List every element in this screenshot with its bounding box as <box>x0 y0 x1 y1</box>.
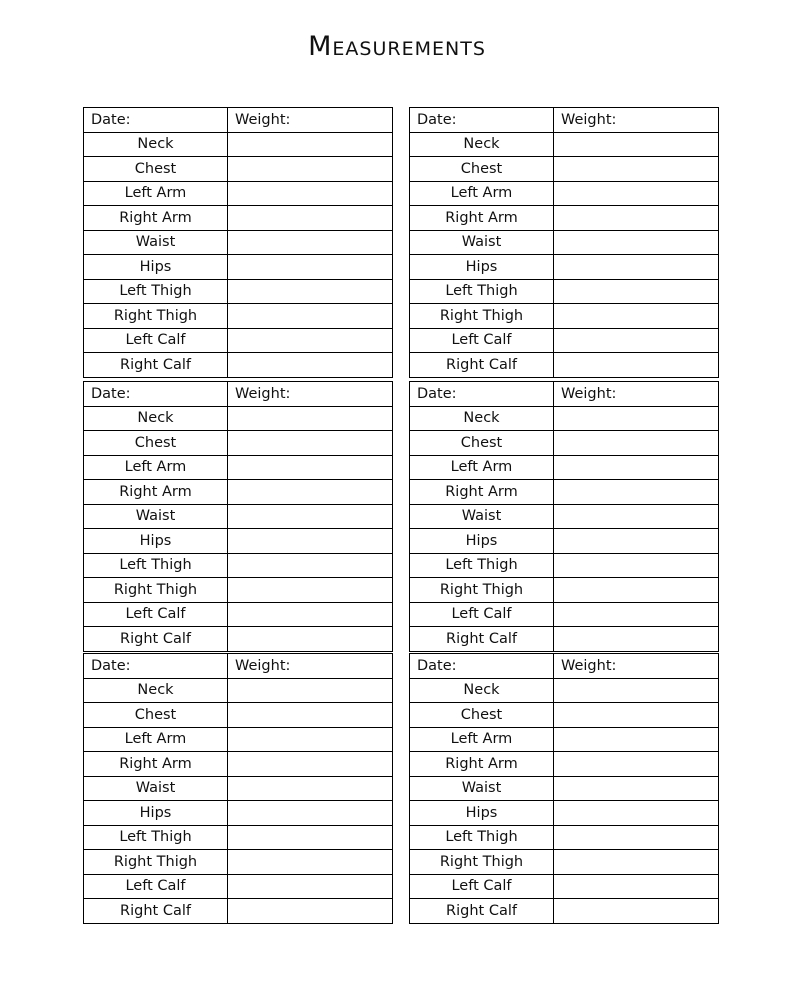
table-row <box>84 899 393 924</box>
measurement-label: Right Calf <box>410 353 554 378</box>
measurement-label: Right Thigh <box>410 850 554 875</box>
measurement-value-cell[interactable] <box>228 480 393 505</box>
measurement-label: Right Calf <box>84 353 228 378</box>
measurement-value-cell[interactable] <box>228 529 393 554</box>
table-row <box>84 825 393 850</box>
measurement-value-cell[interactable] <box>228 353 393 378</box>
table-row <box>410 703 719 728</box>
table-row <box>410 899 719 924</box>
measurement-value-cell[interactable] <box>554 874 719 899</box>
measurement-label: Right Thigh <box>84 850 228 875</box>
measurement-label: Chest <box>410 431 554 456</box>
measurement-value-cell[interactable] <box>554 850 719 875</box>
measurement-value-cell[interactable] <box>554 353 719 378</box>
measurement-label: Right Arm <box>410 752 554 777</box>
measurement-table <box>409 107 719 378</box>
measurement-label: Neck <box>410 406 554 431</box>
table-row <box>410 578 719 603</box>
measurement-label: Neck <box>410 132 554 157</box>
measurement-value-cell[interactable] <box>228 255 393 280</box>
measurement-value-cell[interactable] <box>228 504 393 529</box>
measurement-label: Hips <box>84 255 228 280</box>
measurement-label: Left Arm <box>410 727 554 752</box>
table-row <box>84 776 393 801</box>
measurement-value-cell[interactable] <box>228 206 393 231</box>
measurement-label: Left Calf <box>84 328 228 353</box>
measurement-label: Right Thigh <box>410 578 554 603</box>
table-row <box>84 874 393 899</box>
table-row <box>410 627 719 652</box>
measurement-value-cell[interactable] <box>228 776 393 801</box>
measurement-value-cell[interactable] <box>228 157 393 182</box>
measurement-value-cell[interactable] <box>554 328 719 353</box>
measurement-value-cell[interactable] <box>554 801 719 826</box>
measurement-value-cell[interactable] <box>554 157 719 182</box>
page-title: Measurements <box>308 31 486 62</box>
table-row <box>410 480 719 505</box>
table-row <box>410 431 719 456</box>
measurement-value-cell[interactable] <box>554 752 719 777</box>
measurement-value-cell[interactable] <box>228 230 393 255</box>
measurement-value-cell[interactable] <box>228 553 393 578</box>
date-label[interactable]: Date: <box>410 108 554 133</box>
measurement-label: Hips <box>410 801 554 826</box>
measurement-label: Hips <box>84 529 228 554</box>
measurement-label: Right Arm <box>410 206 554 231</box>
measurement-value-cell[interactable] <box>228 703 393 728</box>
table-row <box>410 602 719 627</box>
table-row <box>84 752 393 777</box>
table-row <box>84 504 393 529</box>
table-header-row <box>84 654 393 679</box>
weight-label[interactable]: Weight: <box>554 108 719 133</box>
measurement-label: Neck <box>84 678 228 703</box>
table-row <box>84 602 393 627</box>
table-row <box>84 553 393 578</box>
measurement-value-cell[interactable] <box>554 899 719 924</box>
table-row <box>410 504 719 529</box>
table-row <box>410 406 719 431</box>
measurement-label: Chest <box>84 431 228 456</box>
measurement-value-cell[interactable] <box>554 181 719 206</box>
table-row <box>84 181 393 206</box>
table-row <box>84 578 393 603</box>
measurement-label: Left Arm <box>410 181 554 206</box>
measurement-value-cell[interactable] <box>228 874 393 899</box>
measurement-label: Left Thigh <box>410 825 554 850</box>
measurement-value-cell[interactable] <box>228 825 393 850</box>
table-header-row <box>84 108 393 133</box>
table-row <box>84 406 393 431</box>
measurement-table <box>83 381 393 652</box>
table-row <box>84 703 393 728</box>
measurement-label: Left Calf <box>410 602 554 627</box>
measurement-value-cell[interactable] <box>554 132 719 157</box>
table-row <box>84 455 393 480</box>
weight-label[interactable]: Weight: <box>554 654 719 679</box>
table-row <box>84 529 393 554</box>
table-row <box>84 304 393 329</box>
measurement-label: Right Thigh <box>84 578 228 603</box>
measurement-label: Waist <box>84 230 228 255</box>
measurement-label: Left Calf <box>410 874 554 899</box>
table-row <box>84 255 393 280</box>
table-row <box>410 752 719 777</box>
measurement-value-cell[interactable] <box>228 406 393 431</box>
weight-label[interactable]: Weight: <box>554 382 719 407</box>
measurement-label: Chest <box>84 157 228 182</box>
measurement-label: Right Arm <box>84 480 228 505</box>
measurement-value-cell[interactable] <box>228 132 393 157</box>
measurement-value-cell[interactable] <box>228 678 393 703</box>
measurement-table <box>83 653 393 924</box>
measurement-value-cell[interactable] <box>228 431 393 456</box>
measurement-value-cell[interactable] <box>554 504 719 529</box>
table-row <box>410 553 719 578</box>
table-row <box>84 230 393 255</box>
measurement-value-cell[interactable] <box>554 431 719 456</box>
measurement-label: Neck <box>84 406 228 431</box>
measurement-value-cell[interactable] <box>228 455 393 480</box>
table-row <box>410 529 719 554</box>
table-row <box>84 627 393 652</box>
measurement-value-cell[interactable] <box>554 553 719 578</box>
measurement-label: Right Thigh <box>410 304 554 329</box>
table-row <box>84 157 393 182</box>
table-row <box>84 206 393 231</box>
date-label[interactable]: Date: <box>410 654 554 679</box>
measurement-label: Hips <box>410 255 554 280</box>
measurement-label: Right Calf <box>84 627 228 652</box>
measurement-label: Chest <box>410 157 554 182</box>
measurement-value-cell[interactable] <box>554 776 719 801</box>
table-row <box>410 328 719 353</box>
table-row <box>410 157 719 182</box>
measurement-label: Neck <box>84 132 228 157</box>
measurement-label: Right Arm <box>84 206 228 231</box>
measurement-label: Left Arm <box>84 727 228 752</box>
table-header-row <box>410 382 719 407</box>
measurement-label: Waist <box>84 504 228 529</box>
measurement-value-cell[interactable] <box>228 304 393 329</box>
measurement-label: Left Arm <box>410 455 554 480</box>
measurement-label: Waist <box>410 776 554 801</box>
table-row <box>84 678 393 703</box>
measurement-value-cell[interactable] <box>228 602 393 627</box>
measurement-value-cell[interactable] <box>554 703 719 728</box>
table-row <box>410 455 719 480</box>
measurement-value-cell[interactable] <box>228 801 393 826</box>
table-row <box>410 825 719 850</box>
table-row <box>410 727 719 752</box>
measurement-value-cell[interactable] <box>554 206 719 231</box>
date-label[interactable]: Date: <box>84 108 228 133</box>
measurement-value-cell[interactable] <box>228 727 393 752</box>
measurement-value-cell[interactable] <box>554 602 719 627</box>
measurement-value-cell[interactable] <box>554 727 719 752</box>
measurement-table <box>83 107 393 378</box>
table-row <box>84 801 393 826</box>
measurement-label: Left Thigh <box>410 279 554 304</box>
measurement-value-cell[interactable] <box>228 627 393 652</box>
table-row <box>410 255 719 280</box>
table-row <box>410 279 719 304</box>
measurement-value-cell[interactable] <box>554 627 719 652</box>
measurement-value-cell[interactable] <box>554 406 719 431</box>
measurement-label: Left Thigh <box>84 553 228 578</box>
table-row <box>84 279 393 304</box>
measurement-table <box>409 381 719 652</box>
measurement-value-cell[interactable] <box>554 304 719 329</box>
measurement-value-cell[interactable] <box>554 455 719 480</box>
measurement-value-cell[interactable] <box>228 850 393 875</box>
table-row <box>410 181 719 206</box>
table-row <box>410 206 719 231</box>
table-row <box>410 776 719 801</box>
measurement-label: Left Calf <box>410 328 554 353</box>
measurement-value-cell[interactable] <box>554 230 719 255</box>
table-row <box>84 431 393 456</box>
measurement-value-cell[interactable] <box>554 678 719 703</box>
measurement-label: Hips <box>84 801 228 826</box>
measurement-label: Left Arm <box>84 181 228 206</box>
measurement-value-cell[interactable] <box>228 328 393 353</box>
weight-label[interactable]: Weight: <box>228 382 393 407</box>
measurement-label: Chest <box>410 703 554 728</box>
measurement-table <box>409 653 719 924</box>
measurement-label: Left Calf <box>84 602 228 627</box>
table-row <box>84 353 393 378</box>
measurement-value-cell[interactable] <box>554 529 719 554</box>
table-header-row <box>410 108 719 133</box>
date-label[interactable]: Date: <box>84 654 228 679</box>
measurement-value-cell[interactable] <box>228 899 393 924</box>
table-header-row <box>84 382 393 407</box>
measurement-value-cell[interactable] <box>554 255 719 280</box>
table-row <box>84 727 393 752</box>
table-row <box>84 850 393 875</box>
table-row <box>410 353 719 378</box>
measurement-value-cell[interactable] <box>228 181 393 206</box>
measurement-value-cell[interactable] <box>228 279 393 304</box>
weight-label[interactable]: Weight: <box>228 654 393 679</box>
measurement-value-cell[interactable] <box>554 578 719 603</box>
measurement-label: Neck <box>410 678 554 703</box>
measurement-label: Right Arm <box>84 752 228 777</box>
table-row <box>410 678 719 703</box>
table-row <box>410 132 719 157</box>
measurement-label: Hips <box>410 529 554 554</box>
table-row <box>410 230 719 255</box>
table-row <box>410 850 719 875</box>
table-row <box>84 132 393 157</box>
measurement-label: Left Thigh <box>84 825 228 850</box>
table-row <box>84 480 393 505</box>
table-row <box>410 874 719 899</box>
table-header-row <box>410 654 719 679</box>
measurement-label: Right Arm <box>410 480 554 505</box>
measurement-label: Right Calf <box>84 899 228 924</box>
measurement-value-cell[interactable] <box>228 578 393 603</box>
measurement-label: Left Thigh <box>84 279 228 304</box>
date-label[interactable]: Date: <box>410 382 554 407</box>
table-row <box>410 304 719 329</box>
measurement-label: Chest <box>84 703 228 728</box>
measurement-label: Waist <box>410 504 554 529</box>
measurement-label: Waist <box>84 776 228 801</box>
weight-label[interactable]: Weight: <box>228 108 393 133</box>
measurement-label: Left Thigh <box>410 553 554 578</box>
table-row <box>84 328 393 353</box>
measurement-label: Right Thigh <box>84 304 228 329</box>
measurement-label: Right Calf <box>410 899 554 924</box>
measurement-label: Right Calf <box>410 627 554 652</box>
measurement-label: Waist <box>410 230 554 255</box>
table-row <box>410 801 719 826</box>
measurement-label: Left Arm <box>84 455 228 480</box>
date-label[interactable]: Date: <box>84 382 228 407</box>
measurement-label: Left Calf <box>84 874 228 899</box>
measurement-value-cell[interactable] <box>228 752 393 777</box>
measurement-value-cell[interactable] <box>554 480 719 505</box>
measurement-value-cell[interactable] <box>554 825 719 850</box>
measurement-value-cell[interactable] <box>554 279 719 304</box>
